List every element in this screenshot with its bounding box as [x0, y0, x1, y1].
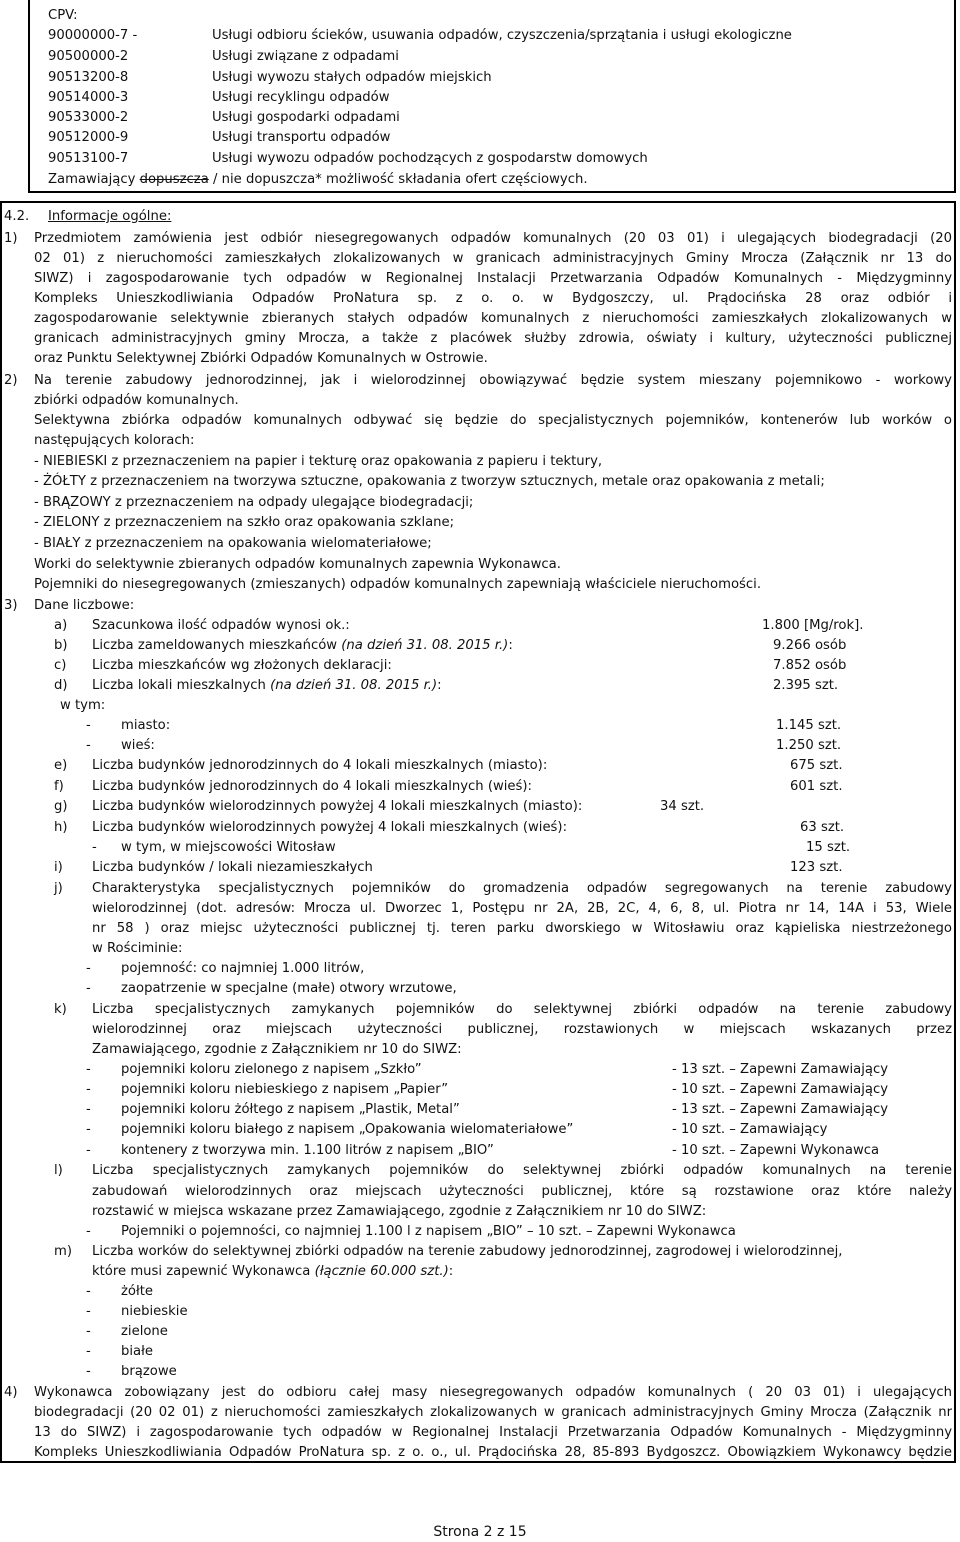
cpv-code: 90513200-8 — [48, 70, 129, 85]
dash: - — [86, 1284, 91, 1299]
p3-title: Dane liczbowe: — [34, 598, 135, 613]
item-marker: m) — [54, 1244, 72, 1259]
item-text-main: Liczba lokali mieszkalnych — [92, 678, 271, 693]
cpv-desc: Usługi odbioru ścieków, usuwania odpadów, czyszczenia/sprzątania i usługi ekologiczne — [212, 28, 792, 43]
item-text: Liczba mieszkańców wg złożonych deklaracji: — [92, 658, 392, 673]
p2-line: Pojemniki do niesegregowanych (zmieszanych) odpadów komunalnych zapewniają właściciele nieruchomości. — [34, 577, 762, 592]
p1-line: SIWZ) i zagospodarowanie tych odpadów w Regionalnej Instalacji Przetwarzania Odpadów Komunalnych - Międzygminny — [34, 271, 952, 286]
item-date-note: (na dzień 31. 08. 2015 r.) — [270, 678, 438, 693]
color-item: - BIAŁY z przeznaczeniem na opakowania wielomateriałowe; — [34, 536, 432, 551]
item-marker: f) — [54, 779, 64, 794]
w-tym-label: w tym: — [60, 698, 106, 713]
section-heading: Informacje ogólne: — [48, 209, 172, 224]
l-line: zabudowań wielorodzinnych oraz miejscach użyteczności publicznej, które są rozstawione oraz które należy — [92, 1184, 952, 1199]
item-value: 1.800 [Mg/rok]. — [762, 618, 864, 633]
list-item: zielone — [121, 1324, 168, 1339]
item-marker: k) — [54, 1002, 67, 1017]
item-text: miasto: — [121, 718, 171, 733]
list-item: niebieskie — [121, 1304, 188, 1319]
item-value: 15 szt. — [806, 840, 851, 855]
item-value: 1.250 szt. — [776, 738, 842, 753]
dash: - — [86, 961, 91, 976]
m-line: Liczba worków do selektywnej zbiórki odpadów na terenie zabudowy jednorodzinnej, zagrodowej i wielorodzinnej, — [92, 1244, 843, 1259]
list-item: pojemniki koloru żółtego z napisem „Plastik, Metal” — [121, 1102, 460, 1117]
dash: - — [86, 738, 91, 753]
dash: - — [86, 981, 91, 996]
colon: : — [437, 678, 442, 693]
item-marker: i) — [54, 860, 63, 875]
item-value: 601 szt. — [790, 779, 843, 794]
partial-suffix: / nie dopuszcza* możliwość składania ofert częściowych. — [208, 172, 588, 187]
dash: - — [92, 840, 97, 855]
item-marker: d) — [54, 678, 68, 693]
m-line2-text: które musi zapewnić Wykonawca — [92, 1264, 315, 1279]
dash: - — [86, 718, 91, 733]
dash: - — [86, 1344, 91, 1359]
p1-line: Przedmiotem zamówienia jest odbiór niesegregowanych odpadów komunalnych (20 03 01) i ulegających biodegradacji (20 — [34, 231, 952, 246]
color-item: - NIEBIESKI z przeznaczeniem na papier i tekturę oraz opakowania z papieru i tektury, — [34, 454, 603, 469]
p2-line: zbiórki odpadów komunalnych. — [34, 393, 239, 408]
list-item: brązowe — [121, 1364, 177, 1379]
item-marker: c) — [54, 658, 67, 673]
p1-line: granicach administracyjnych gminy Mrocza, a także z placówek służby zdrowia, oświaty i kultury, użyteczności publicznej — [34, 331, 952, 346]
item-text: Szacunkowa ilość odpadów wynosi ok.: — [92, 618, 350, 633]
list-item: pojemniki koloru zielonego z napisem „Szkło” — [121, 1062, 422, 1077]
l-line: rozstawić w miejsca wskazane przez Zamawiającego, zgodnie z Załącznikiem nr 10 do SIWZ: — [92, 1204, 707, 1219]
k-line: Liczba specjalistycznych zamykanych pojemników do selektywnej zbiórki odpadów na terenie zabudowy — [92, 1002, 952, 1017]
item-marker: l) — [54, 1163, 63, 1178]
p2-line: Worki do selektywnie zbieranych odpadów komunalnych zapewnia Wykonawca. — [34, 557, 561, 572]
cpv-code: 90500000-2 — [48, 49, 129, 64]
dash: - — [86, 1082, 91, 1097]
j-line: w Rościminie: — [92, 941, 183, 956]
item-marker: g) — [54, 799, 68, 814]
item-text: wieś: — [121, 738, 155, 753]
item-text — [92, 676, 442, 696]
dash: - — [86, 1102, 91, 1117]
item-date-note: (na dzień 31. 08. 2015 r.) — [341, 638, 509, 653]
item-text — [92, 636, 513, 656]
list-item-qty: - 10 szt. – Zapewni Zamawiający — [672, 1082, 889, 1097]
dash: - — [86, 1364, 91, 1379]
item-text: Liczba budynków / lokali niezamieszkałych — [92, 860, 373, 875]
item-value: 675 szt. — [790, 758, 843, 773]
p4-line: Wykonawca zobowiązany jest do odbioru całej masy niesegregowanych odpadów komunalnych ( 20 03 01) i ulegających — [34, 1385, 952, 1400]
cpv-desc: Usługi wywozu stałych odpadów miejskich — [212, 70, 492, 85]
color-item: - ŻÓŁTY z przeznaczeniem na tworzywa sztuczne, opakowania z tworzyw sztucznych, metale oraz opakowania z metali; — [34, 474, 825, 489]
dash: - — [86, 1143, 91, 1158]
p1-line: oraz Punktu Selektywnej Zbiórki Odpadów Komunalnych w Ostrowie. — [34, 351, 488, 366]
cpv-code: 90000000-7 - — [48, 28, 138, 43]
colon: : — [508, 638, 513, 653]
cpv-code: 90533000-2 — [48, 110, 129, 125]
item-value: 63 szt. — [800, 820, 845, 835]
dash: - — [86, 1062, 91, 1077]
j-line: wielorodzinnej (dot. adresów: Mrocza ul. Dworzec 1, Postępu nr 2A, 2B, 2C, 4, 6, 8, ul. Piotra nr 14, 14A i 53, Wiele — [92, 901, 952, 916]
item-marker: e) — [54, 758, 68, 773]
paragraph-marker: 3) — [4, 598, 18, 613]
cpv-code: 90512000-9 — [48, 130, 129, 145]
list-item: białe — [121, 1344, 153, 1359]
p1-line: Kompleks Unieszkodliwiania Odpadów ProNatura sp. z o. o. w Bydgoszczy, ul. Prądocińska 28 oraz odbiór i — [34, 291, 952, 306]
p1-line: 02 01) z nieruchomości zamieszkałych zlokalizowanych w granicach administracyjnych Gminy Mrocza (Załącznik nr 13 do — [34, 251, 952, 266]
item-marker: b) — [54, 638, 68, 653]
section-number: 4.2. — [4, 209, 30, 224]
color-item: - ZIELONY z przeznaczeniem na szkło oraz opakowania szklane; — [34, 515, 455, 530]
list-item-qty: - 13 szt. – Zapewni Zamawiający — [672, 1102, 889, 1117]
paragraph-marker: 4) — [4, 1385, 18, 1400]
list-item: pojemniki koloru białego z napisem „Opakowania wielomateriałowe” — [121, 1122, 574, 1137]
dash: - — [86, 1224, 91, 1239]
item-marker: a) — [54, 618, 68, 633]
item-text: Liczba budynków jednorodzinnych do 4 lokali mieszkalnych (wieś): — [92, 779, 533, 794]
dash: - — [86, 1122, 91, 1137]
list-item: pojemniki koloru niebieskiego z napisem „Papier” — [121, 1082, 449, 1097]
item-value: 2.395 szt. — [773, 678, 839, 693]
item-value: 7.852 osób — [773, 658, 847, 673]
p4-line: Kompleks Unieszkodliwiania Odpadów ProNatura sp. z o. o., ul. Prądocińska 28, 85-893 Bydgoszcz. Obowiązkiem Wykonawcy będzie — [34, 1445, 952, 1460]
color-item: - BRĄZOWY z przeznaczeniem na odpady ulegające biodegradacji; — [34, 495, 474, 510]
p1-line: zagospodarowanie selektywnie zbieranych stałych odpadów komunalnych z nieruchomości zamieszkałych zlokalizowanych w — [34, 311, 952, 326]
p4-line: biodegradacji (20 02 01) z nieruchomości zamieszkałych zlokalizowanych w granicach administracyjnych Gminy Mrocza (Załącznik nr — [34, 1405, 952, 1420]
partial-offers-line — [48, 170, 588, 190]
item-text: Liczba budynków jednorodzinnych do 4 lokali mieszkalnych (miasto): — [92, 758, 548, 773]
partial-prefix: Zamawiający — [48, 172, 140, 187]
l-line: Liczba specjalistycznych zamykanych pojemników do selektywnej zbiórki odpadów komunalnych na terenie — [92, 1163, 952, 1178]
list-item: żółte — [121, 1284, 154, 1299]
page-number: Strona 2 z 15 — [433, 1524, 527, 1540]
cpv-code: 90514000-3 — [48, 90, 129, 105]
item-marker: h) — [54, 820, 68, 835]
cpv-desc: Usługi recyklingu odpadów — [212, 90, 390, 105]
dash: - — [86, 1304, 91, 1319]
colon: : — [448, 1264, 454, 1279]
list-item: kontenery z tworzywa min. 1.100 litrów z napisem „BIO” — [121, 1143, 494, 1158]
k-line: wielorodzinnej oraz miejscach użyteczności publicznej, rozstawionych w miejscach wskazanych przez — [92, 1022, 952, 1037]
list-item: pojemność: co najmniej 1.000 litrów, — [121, 961, 365, 976]
list-item-qty: - 10 szt. – Zapewni Wykonawca — [672, 1143, 880, 1158]
cpv-desc: Usługi związane z odpadami — [212, 49, 399, 64]
cpv-desc: Usługi wywozu odpadów pochodzących z gospodarstw domowych — [212, 151, 648, 166]
struck-word: dopuszcza — [139, 172, 209, 187]
k-line: Zamawiającego, zgodnie z Załącznikiem nr 10 do SIWZ: — [92, 1042, 462, 1057]
list-item-qty: - 13 szt. – Zapewni Zamawiający — [672, 1062, 889, 1077]
item-text: Liczba budynków wielorodzinnych powyżej 4 lokali mieszkalnych (wieś): — [92, 820, 568, 835]
p4-line: 13 do SIWZ) i zagospodarowanie tych odpadów w Regionalnej Instalacji Przetwarzania Odpadów Komunalnych - Międzygminny — [34, 1425, 952, 1440]
paragraph-marker: 2) — [4, 373, 18, 388]
p2-line: Na terenie zabudowy jednorodzinnej, jak i wielorodzinnej obowiązywać będzie system mieszany pojemnikowo - workowy — [34, 373, 952, 388]
item-text: Liczba budynków wielorodzinnych powyżej 4 lokali mieszkalnych (miasto): — [92, 799, 583, 814]
item-value: 34 szt. — [660, 799, 705, 814]
m-line — [92, 1262, 453, 1282]
list-item-qty: - 10 szt. – Zamawiający — [672, 1122, 828, 1137]
cpv-desc: Usługi transportu odpadów — [212, 130, 391, 145]
m-line2-note: (łącznie 60.000 szt.) — [314, 1264, 449, 1279]
list-item: Pojemniki o pojemności, co najmniej 1.100 l z napisem „BIO” – 10 szt. – Zapewni Wykonawca — [121, 1224, 736, 1239]
item-text: w tym, w miejscowości Witosław — [121, 840, 336, 855]
item-marker: j) — [54, 881, 63, 896]
item-value: 123 szt. — [790, 860, 843, 875]
cpv-title: CPV: — [48, 8, 78, 23]
item-value: 1.145 szt. — [776, 718, 842, 733]
j-line: nr 58 ) oraz miejsc użyteczności publicznej tj. teren parku dworskiego w Witosławiu oraz kąpieliska niestrzeżonego — [92, 921, 952, 936]
j-line: Charakterystyka specjalistycznych pojemników do gromadzenia odpadów segregowanych na terenie zabudowy — [92, 881, 952, 896]
cpv-code: 90513100-7 — [48, 151, 129, 166]
dash: - — [86, 1324, 91, 1339]
paragraph-marker: 1) — [4, 231, 18, 246]
item-value: 9.266 osób — [773, 638, 847, 653]
item-text-main: Liczba zameldowanych mieszkańców — [92, 638, 342, 653]
p2-line: następujących kolorach: — [34, 433, 195, 448]
cpv-desc: Usługi gospodarki odpadami — [212, 110, 400, 125]
list-item: zaopatrzenie w specjalne (małe) otwory wrzutowe, — [121, 981, 457, 996]
p2-line: Selektywna zbiórka odpadów komunalnych odbywać się będzie do specjalistycznych pojemników, kontenerów lub worków o — [34, 413, 952, 428]
